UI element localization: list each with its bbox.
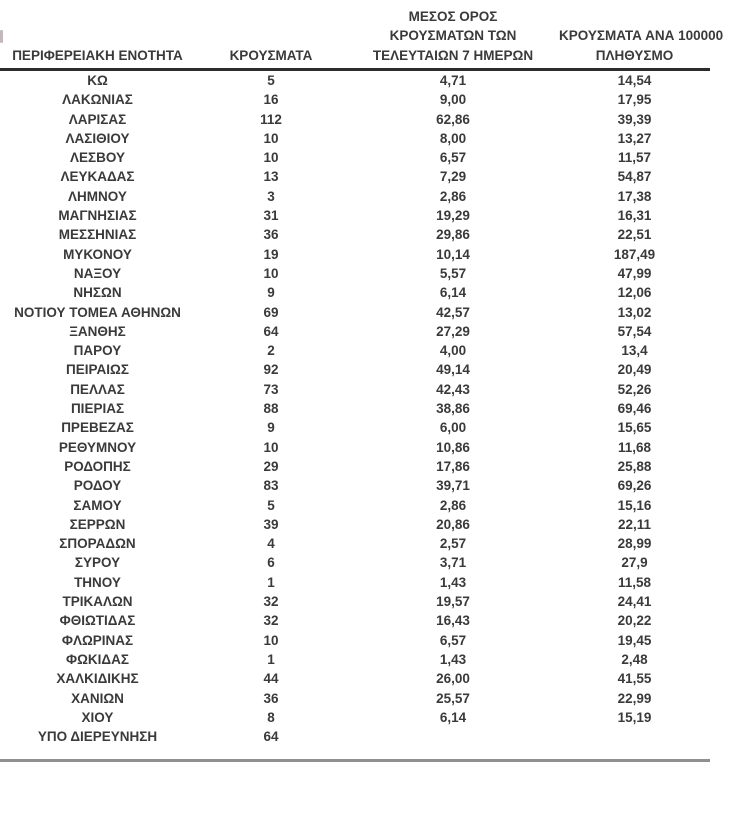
cases-cell: 13 [263,169,279,185]
table-row [0,534,710,553]
region-cell: ΠΡΕΒΕΖΑΣ [61,420,134,436]
cases-cell: 1 [267,574,275,590]
cases-cell: 64 [263,323,279,339]
per100k-cell: 11,57 [617,150,652,166]
avg7-cell: 27,29 [436,323,470,339]
cases-cell: 6 [267,555,275,571]
region-cell: ΤΡΙΚΑΛΩΝ [62,594,133,610]
cases-cell: 44 [263,671,279,687]
table-row [0,187,710,206]
table-row [0,399,710,418]
cases-cell: 83 [263,478,279,494]
per100k-cell: 17,95 [617,92,652,108]
table-row [0,206,710,225]
avg7-cell: 6,57 [439,632,467,648]
col-header-per100k-line1: ΚΡΟΥΣΜΑΤΑ ΑΝΑ 100000 [559,28,724,43]
table-row [0,360,710,379]
avg7-cell: 10,14 [436,246,470,262]
table-row [0,225,710,244]
table-row [0,611,710,630]
avg7-cell: 2,86 [439,497,467,513]
avg7-cell: 1,43 [439,651,467,667]
avg7-cell: 19,57 [436,594,470,610]
region-cell: ΜΥΚΟΝΟΥ [63,246,132,262]
col-header-cases [195,0,347,70]
per100k-cell: 69,26 [617,478,652,494]
cases-cell: 3 [267,188,275,204]
region-cell: ΛΕΣΒΟΥ [70,150,125,166]
table-row [0,303,710,322]
cases-cell: 31 [263,208,279,224]
per100k-cell: 17,38 [617,188,652,204]
cases-cell: 10 [263,632,279,648]
table-row [0,438,710,457]
per100k-cell: 20,49 [617,362,652,378]
col-header-avg7-line3: ΤΕΛΕΥΤΑΙΩΝ 7 ΗΜΕΡΩΝ [372,47,534,63]
cases-cell: 92 [263,362,279,378]
per100k-cell: 13,4 [621,343,648,359]
per100k-cell: 27,9 [621,555,648,571]
avg7-cell: 26,00 [436,671,470,687]
per100k-cell: 13,27 [617,130,652,146]
region-cell: ΧΑΝΙΩΝ [71,690,124,706]
table-row [0,708,710,727]
table-body [0,70,710,747]
avg7-cell: 16,43 [436,613,470,629]
avg7-cell: 6,00 [439,420,467,436]
avg7-cell: 38,86 [436,401,470,417]
cases-cell: 32 [263,594,279,610]
region-cell: ΡΟΔΟΠΗΣ [64,458,131,474]
cases-cell: 36 [263,227,279,243]
region-cell: ΜΕΣΣΗΝΙΑΣ [58,227,137,243]
table-row [0,418,710,437]
cases-cell: 73 [263,381,279,397]
per100k-cell: 16,31 [617,208,652,224]
region-cell: ΚΩ [87,73,108,88]
region-cell: ΛΑΚΩΝΙΑΣ [62,92,133,108]
col-header-per100k-line2: ΠΛΗΘΥΣΜΟ [595,47,674,63]
cases-cell: 8 [267,709,275,725]
region-cell: ΡΟΔΟΥ [73,478,122,494]
per100k-cell: 12,06 [617,285,652,301]
region-cell: ΠΙΕΡΙΑΣ [70,401,125,417]
cases-cell: 10 [263,130,279,146]
region-cell: ΣΕΡΡΩΝ [69,516,126,532]
cases-cell: 64 [263,729,279,745]
region-cell: ΡΕΘΥΜΝΟΥ [58,439,137,455]
region-cell: ΤΗΝΟΥ [74,574,121,590]
avg7-cell: 29,86 [436,227,470,243]
avg7-cell: 10,86 [436,439,470,455]
table-row [0,322,710,341]
cases-cell: 16 [263,92,279,108]
table-row [0,283,710,302]
region-cell: ΧΑΛΚΙΔΙΚΗΣ [56,671,139,687]
avg7-cell: 4,00 [439,343,467,359]
per100k-cell: 57,54 [617,323,652,339]
per100k-cell: 2,48 [621,651,648,667]
per100k-cell: 39,39 [617,111,652,127]
avg7-cell: 5,57 [439,265,467,281]
per100k-cell: 19,45 [617,632,652,648]
avg7-cell: 6,57 [439,150,467,166]
table-row [0,515,710,534]
table-row [0,167,710,186]
region-cell: ΛΑΡΙΣΑΣ [68,111,127,127]
cases-cell: 10 [263,439,279,455]
per100k-cell: 69,46 [617,401,652,417]
col-header-per100k [559,0,724,70]
table-row [0,669,710,688]
per100k-cell: 11,68 [617,439,652,455]
avg7-cell: 2,57 [439,536,467,552]
per100k-cell: 187,49 [613,246,656,262]
cases-cell: 36 [263,690,279,706]
avg7-cell: 49,14 [436,362,470,378]
cases-cell: 69 [263,304,279,320]
table-row [0,573,710,592]
region-cell: ΝΑΞΟΥ [73,265,122,281]
table-row [0,110,710,129]
per100k-cell: 15,19 [617,709,652,725]
per100k-cell: 22,51 [617,227,652,243]
cases-cell: 4 [267,536,275,552]
cases-cell: 9 [267,420,275,436]
avg7-cell: 39,71 [436,478,470,494]
avg7-cell: 42,57 [436,304,470,320]
cases-cell: 1 [267,651,275,667]
table-row [0,457,710,476]
table-row [0,476,710,495]
per100k-cell: 22,11 [617,516,652,532]
cases-cell: 39 [263,516,279,532]
table-header [0,0,724,70]
per100k-cell: 41,55 [617,671,652,687]
per100k-cell: 47,99 [617,265,652,281]
region-cell: ΠΕΙΡΑΙΩΣ [66,362,129,378]
avg7-cell: 6,14 [439,285,467,301]
avg7-cell: 6,14 [439,709,467,725]
cases-cell: 88 [263,401,279,417]
avg7-cell: 62,86 [436,111,470,127]
region-cell: ΣΑΜΟΥ [73,497,122,513]
table-row [0,689,710,708]
table-row [0,553,710,572]
avg7-cell: 19,29 [436,208,470,224]
region-cell: ΝΟΤΙΟΥ ΤΟΜΕΑ ΑΘΗΝΩΝ [14,304,181,320]
region-cell: ΣΥΡΟΥ [74,555,121,571]
per100k-cell: 24,41 [617,594,652,610]
avg7-cell: 2,86 [439,188,467,204]
per100k-cell: 22,99 [617,690,652,706]
per100k-cell: 15,16 [617,497,652,513]
table-row [0,496,710,515]
avg7-cell: 7,29 [439,169,467,185]
region-cell: ΜΑΓΝΗΣΙΑΣ [58,208,137,224]
region-cell: ΦΩΚΙΔΑΣ [66,651,129,667]
region-cell: ΛΗΜΝΟΥ [68,188,127,204]
region-cell: ΛΑΣΙΘΙΟΥ [65,130,130,146]
region-cell: ΣΠΟΡΑΔΩΝ [59,536,136,552]
region-cell: ΦΛΩΡΙΝΑΣ [61,632,134,648]
col-header-region-label: ΠΕΡΙΦΕΡΕΙΑΚΗ ΕΝΟΤΗΤΑ [12,47,183,63]
col-header-cases-label: ΚΡΟΥΣΜΑΤΑ [229,47,313,63]
avg7-cell [347,727,559,746]
cases-cell: 10 [263,265,279,281]
table-row [0,380,710,399]
avg7-cell: 42,43 [436,381,470,397]
table-row [0,264,710,283]
table-row [0,631,710,650]
region-cell: ΥΠΟ ΔΙΕΡΕΥΝΗΣΗ [37,729,158,745]
per100k-cell: 13,02 [617,304,652,320]
cases-cell: 5 [267,497,275,513]
per100k-cell: 52,26 [617,381,652,397]
table-row [0,148,710,167]
region-cell: ΠΕΛΛΑΣ [70,381,125,397]
per100k-cell: 14,54 [617,73,652,88]
region-cell: ΠΑΡΟΥ [73,343,122,359]
table-row [0,245,710,264]
avg7-cell: 25,57 [436,690,470,706]
per100k-cell: 20,22 [617,613,652,629]
col-header-avg7-line2: ΚΡΟΥΣΜΑΤΩΝ ΤΩΝ [389,28,517,43]
region-cell: ΝΗΣΩΝ [73,285,122,301]
region-cell: ΞΑΝΘΗΣ [69,323,126,339]
per100k-cell [559,727,710,746]
table-row [0,341,710,360]
avg7-cell: 9,00 [439,92,467,108]
avg7-cell: 17,86 [436,458,470,474]
avg7-cell: 4,71 [439,73,467,88]
table-row [0,727,710,746]
per100k-cell: 15,65 [617,420,652,436]
table-row [0,592,710,611]
table-row [0,129,710,148]
cases-cell: 112 [260,111,282,127]
col-header-avg7-line1: ΜΕΣΟΣ ΟΡΟΣ [408,8,498,24]
avg7-cell: 8,00 [439,130,467,146]
cases-cell: 29 [263,458,279,474]
avg7-cell: 1,43 [439,574,467,590]
col-header-region [0,0,195,70]
cases-cell: 19 [263,246,279,262]
per100k-cell: 28,99 [617,536,652,552]
table-row [0,70,710,91]
region-cell: ΛΕΥΚΑΔΑΣ [60,169,135,185]
cases-cell: 2 [267,343,275,359]
col-header-avg7 [347,0,559,70]
region-cell: ΧΙΟΥ [81,709,114,725]
cases-cell: 5 [267,73,275,88]
cases-cell: 10 [263,150,279,166]
table-row [0,90,710,109]
table-row [0,650,710,669]
per100k-cell: 25,88 [617,458,652,474]
per100k-cell: 54,87 [617,169,652,185]
header-row [0,0,710,70]
cases-cell: 32 [263,613,279,629]
region-cell: ΦΘΙΩΤΙΔΑΣ [59,613,136,629]
avg7-cell: 20,86 [436,516,470,532]
avg7-cell: 3,71 [439,555,467,571]
per100k-cell: 11,58 [617,574,652,590]
cases-cell: 9 [267,285,275,301]
